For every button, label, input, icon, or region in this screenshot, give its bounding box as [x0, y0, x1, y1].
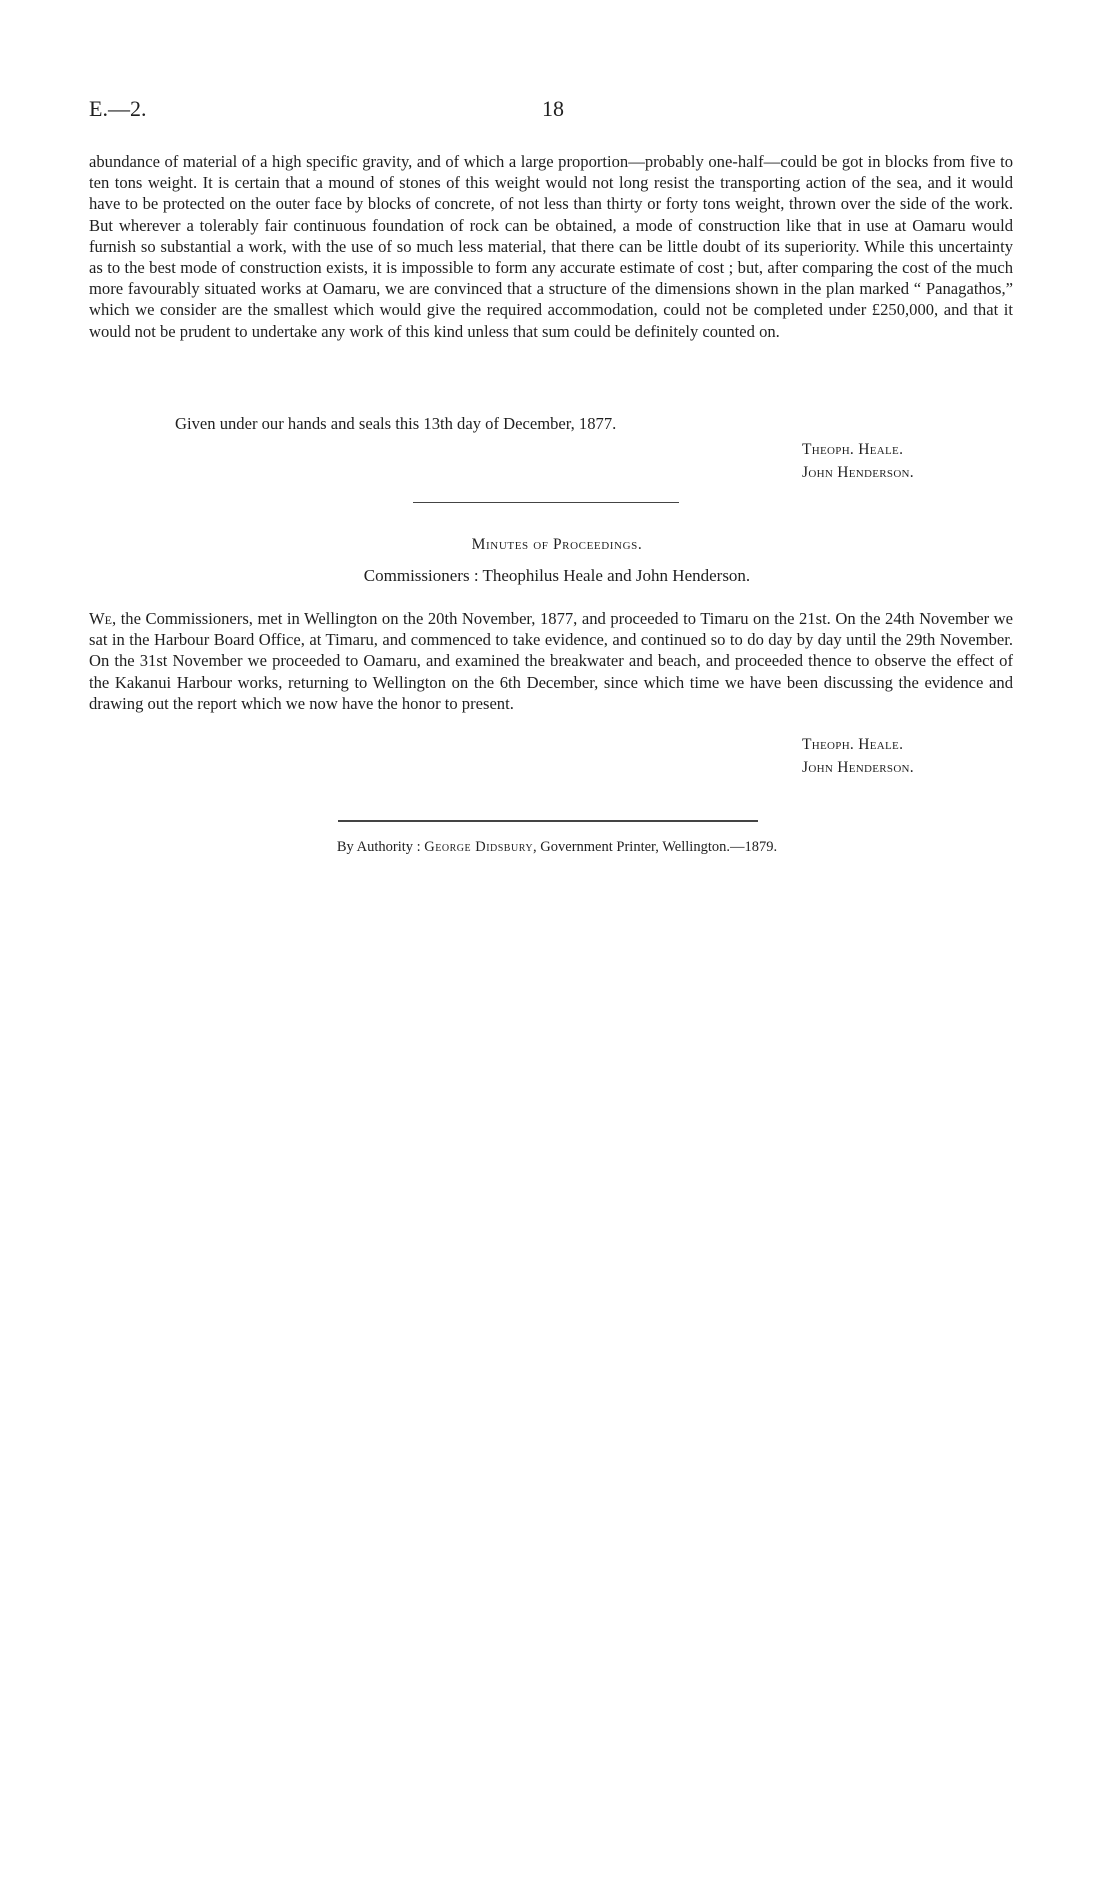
given-under-hands-line: Given under our hands and seals this 13th day of December, 1877.: [175, 414, 617, 433]
imprint-prefix: By Authority :: [336, 839, 421, 855]
document-reference: E.—2.: [89, 96, 147, 121]
minutes-signature-henderson: John Henderson.: [802, 759, 914, 776]
commissioners-line: Commissioners : Theophilus Heale and John Henderson.: [363, 566, 751, 585]
signature-heale: Theoph. Heale.: [802, 441, 904, 458]
printer-imprint: [0, 839, 1114, 856]
minutes-signature-heale: Theoph. Heale.: [802, 736, 904, 753]
report-paragraph: abundance of material of a high specific gravity, and of which a large proportion—probably one-half—could be got in blocks from five to ten tons weight. It is certain that a mound of stones of this weight would not long resist the transporting action of the sea, and it would have to be protected on the outer face by blocks of concrete, of not less than thirty or forty tons weight, thrown over the side of the work. But wherever a tolerably fair continuous foundation of rock can be obtained, a mode of construction like that in use at Oamaru would furnish so substantial a work, with the use of so much less material, that there can be little doubt of its superiority. While this uncertainty as to the best mode of construction exists, it is impossible to form any accurate estimate of cost ; but, after comparing the cost of the much more favourably situated works at Oamaru, we are convinced that a structure of the dimensions shown in the plan marked “ Panagathos,” which we consider are the smallest which would give the required accommodation, could not be completed under £250,000, and that it would not be prudent to undertake any work of this kind unless that sum could be definitely counted on.: [89, 152, 1013, 341]
printer-name: George Didsbury: [424, 839, 534, 855]
signature-henderson: John Henderson.: [802, 464, 914, 481]
page-number: 18: [542, 96, 564, 121]
section-divider: [413, 502, 679, 503]
minutes-heading: Minutes of Proceedings.: [471, 536, 643, 553]
minutes-lead-word: We: [89, 609, 112, 628]
imprint-divider: [338, 820, 758, 822]
minutes-paragraph: [89, 608, 1013, 714]
minutes-paragraph-text: , the Commissioners, met in Wellington on the 20th November, 1877, and proceeded to Timaru on the 21st. On the 24th November we sat in the Harbour Board Office, at Timaru, and commenced to take evidence, and continued so to do day by day until the 29th November. On the 31st November we proceeded to Oamaru, and examined the breakwater and beach, and proceeded thence to observe the effect of the Kakanui Harbour works, returning to Wellington on the 6th December, since which time we have been discussing the evidence and drawing out the report which we now have the honor to present.: [89, 609, 1013, 713]
imprint-suffix: , Government Printer, Wellington.—1879.: [533, 839, 778, 855]
page-header: [89, 96, 1009, 126]
